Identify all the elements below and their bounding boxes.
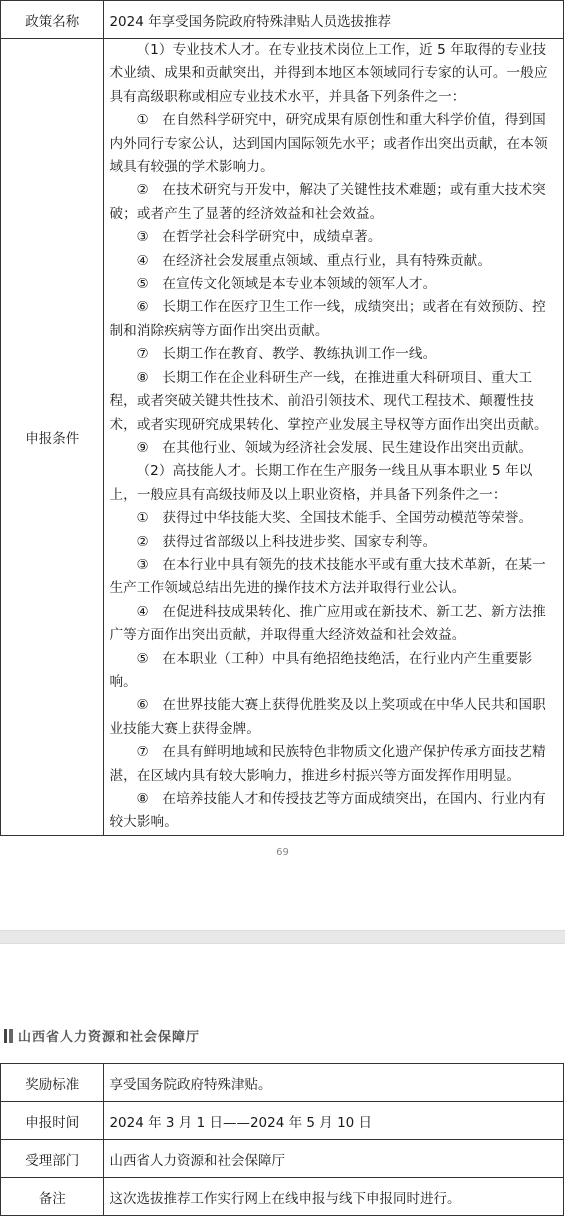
header-organization-title: 山西省人力资源和社会保障厅 <box>18 1030 201 1045</box>
condition-paragraph: ⑥ 长期工作在医疗卫生工作一线，成绩突出；或者在有效预防、控制和消除疾病等方面作出突出贡献。 <box>109 299 546 339</box>
remarks-label: 备注 <box>1 1178 104 1216</box>
header-bar-icon <box>4 1029 7 1043</box>
condition-paragraph: ② 获得过省部级以上科技进步奖、国家专利等。 <box>136 533 437 550</box>
header-bar-icon <box>9 1029 13 1043</box>
reward-standard-label: 奖励标准 <box>1 1064 104 1102</box>
page-separator <box>0 930 565 944</box>
policy-name-row <box>1 1 564 39</box>
condition-paragraph: ⑧ 在培养技能人才和传授技艺等方面成绩突出，在国内、行业内有较大影响。 <box>109 791 546 831</box>
policy-name-value: 2024 年享受国务院政府特殊津贴人员选拔推荐 <box>104 1 564 39</box>
condition-paragraph: ① 获得过中华技能大奖、全国技术能手、全国劳动模范等荣誉。 <box>136 510 533 527</box>
table-row <box>1 1064 564 1102</box>
condition-paragraph: ① 在自然科学研究中，研究成果有原创性和重大科学价值，得到国内外同行专家公认，达到国内国际领先水平；或者作出突出贡献，在本领域具有较强的学术影响力。 <box>109 112 548 176</box>
condition-paragraph: ⑨ 在其他行业、领域为经济社会发展、民生建设作出突出贡献。 <box>136 439 533 456</box>
accepting-department-label: 受理部门 <box>1 1140 104 1178</box>
conditions-row <box>1 39 564 836</box>
conditions-label: 申报条件 <box>1 39 104 836</box>
table-row <box>1 1140 564 1178</box>
condition-paragraph: （1）专业技术人才。在专业技术岗位上工作，近 5 年取得的专业技术业绩、成果和贡献突出，并得到本地区本领域同行专家的认可。一般应具有高级职称或相应专业技术水平，并具备下列条件之一： <box>109 42 548 105</box>
page-number: 69 <box>276 847 289 858</box>
condition-paragraph: ⑤ 在宣传文化领域是本专业本领域的领军人才。 <box>136 276 437 293</box>
table-row <box>1 1178 564 1216</box>
condition-paragraph: ④ 在促进科技成果转化、推广应用或在新技术、新工艺、新方法推广等方面作出突出贡献，并取得重大经济效益和社会效益。 <box>109 603 546 644</box>
policy-info-table <box>0 1063 564 1216</box>
page-header <box>4 1026 200 1045</box>
application-time-label: 申报时间 <box>1 1102 104 1140</box>
condition-paragraph: ④ 在经济社会发展重点领域、重点行业，具有特殊贡献。 <box>136 252 492 269</box>
condition-paragraph: ⑦ 长期工作在教育、教学、教练执训工作一线。 <box>136 346 437 363</box>
condition-paragraph: ⑤ 在本职业（工种）中具有绝招绝技绝活，在行业内产生重要影响。 <box>109 650 533 690</box>
reward-standard-value: 享受国务院政府特殊津贴。 <box>104 1064 564 1102</box>
document-page-70 <box>0 944 565 1212</box>
condition-paragraph: ⑥ 在世界技能大赛上获得优胜奖及以上奖项或在中华人民共和国职业技能大赛上获得金牌。 <box>109 697 546 737</box>
condition-paragraph: ⑧ 长期工作在企业科研生产一线，在推进重大科研项目、重大工程，或者突破关键共性技术、前沿引领技术、现代工程技术、颠覆性技术，或者实现研究成果转化、掌控产业发展主导权等方面作出突出贡献。 <box>109 369 548 433</box>
remarks-value: 这次选拔推荐工作实行网上在线申报与线下申报同时进行。 <box>104 1178 564 1216</box>
accepting-department-value: 山西省人力资源和社会保障厅 <box>104 1140 564 1178</box>
conditions-content <box>104 39 564 836</box>
policy-name-label: 政策名称 <box>1 1 104 39</box>
condition-paragraph: ③ 在哲学社会科学研究中，成绩卓著。 <box>136 229 382 246</box>
table-row <box>1 1102 564 1140</box>
condition-paragraph: ③ 在本行业中具有领先的技术技能水平或有重大技术革新，在某一生产工作领域总结出先进的操作技术方法并取得行业公认。 <box>109 556 546 597</box>
condition-paragraph: （2）高技能人才。长期工作在生产服务一线且从事本职业 5 年以上，一般应具有高级技师及以上职业资格，并具备下列条件之一： <box>109 463 533 503</box>
application-time-value: 2024 年 3 月 1 日——2024 年 5 月 10 日 <box>104 1102 564 1140</box>
condition-paragraph: ② 在技术研究与开发中，解决了关键性技术难题；或有重大技术突破；或者产生了显著的经济效益和社会效益。 <box>109 182 546 222</box>
condition-paragraph: ⑦ 在具有鲜明地域和民族特色非物质文化遗产保护传承方面技艺精湛，在区域内具有较大影响力，推进乡村振兴等方面发挥作用明显。 <box>109 744 546 784</box>
